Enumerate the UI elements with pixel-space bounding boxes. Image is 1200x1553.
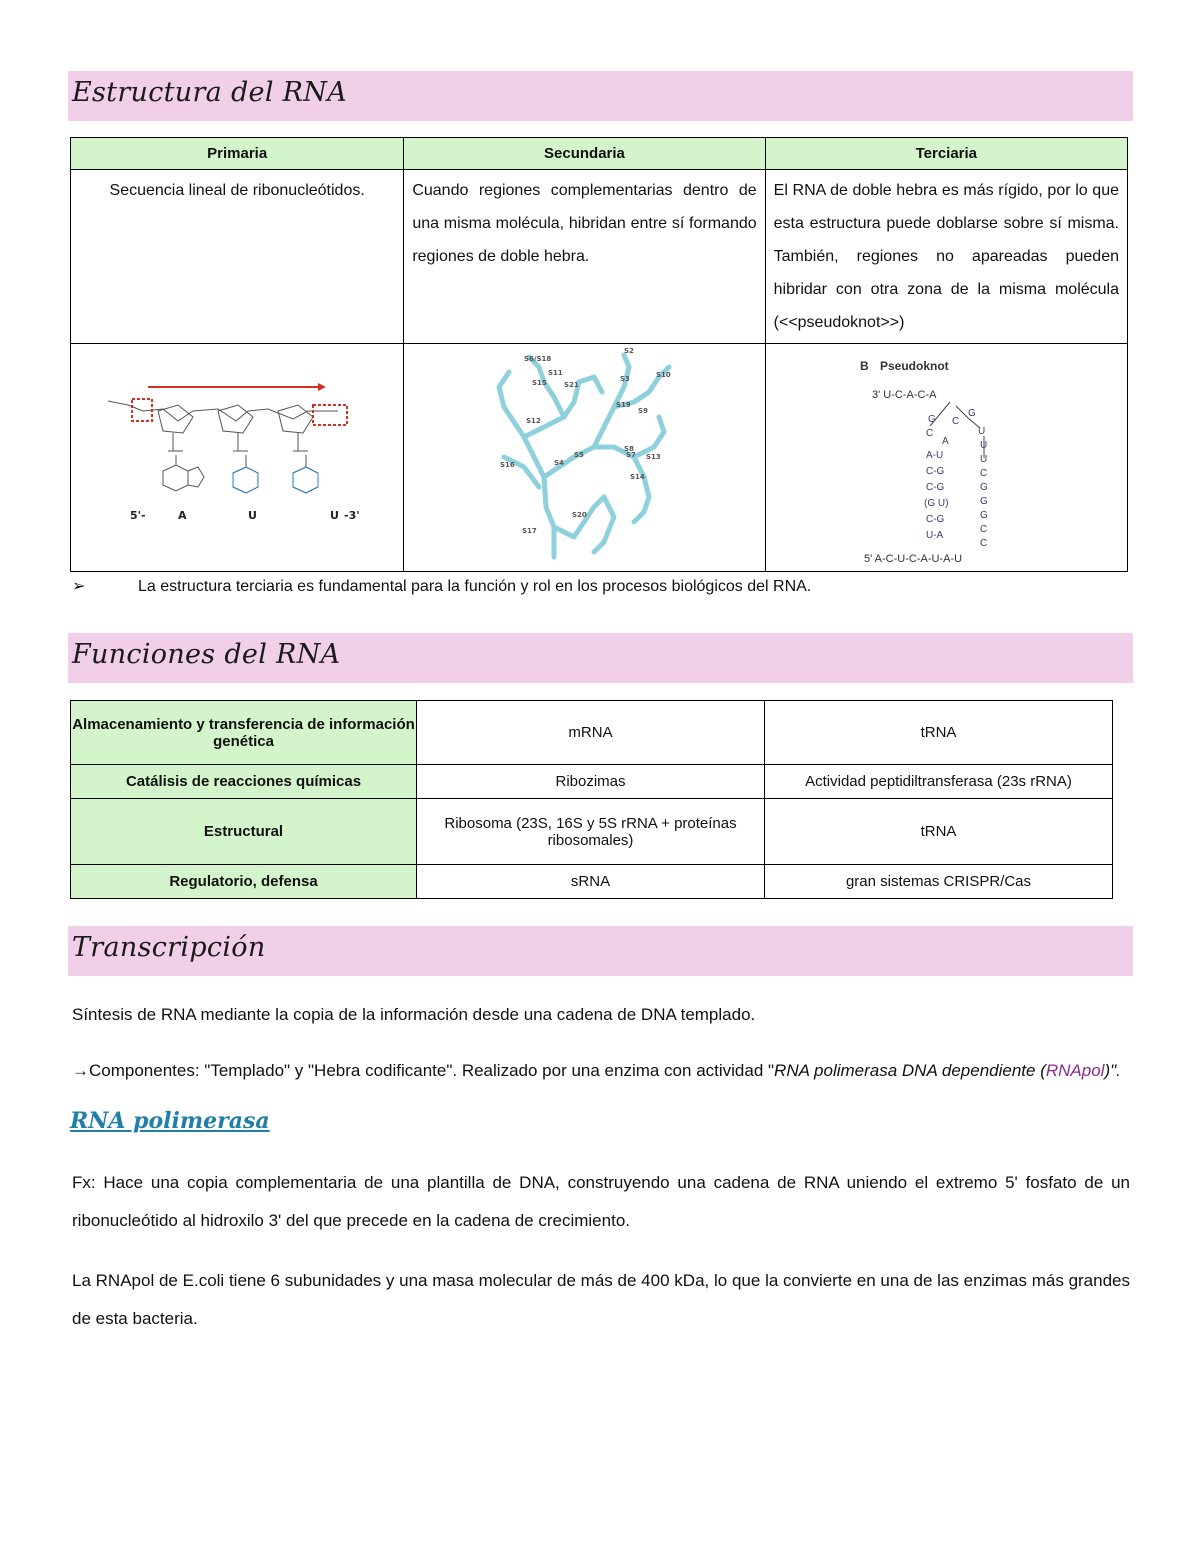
section-title: Estructura del RNA: [72, 77, 347, 108]
table-row: [71, 701, 1113, 765]
loop-pair-0: C: [925, 427, 933, 439]
function-value-a: sRNA: [417, 865, 765, 899]
section-title: Transcripción: [72, 932, 266, 963]
s-label: S19: [616, 400, 632, 409]
s-label: S5: [574, 450, 585, 459]
pseudoknot-letter: B: [859, 358, 869, 373]
s-label: S7: [626, 450, 637, 459]
stem-pair-3: (G U): [923, 497, 949, 509]
header-secondary: Secundaria: [404, 138, 765, 170]
function-label: Regulatorio, defensa: [71, 865, 417, 899]
rna-polimerasa-heading: RNA polimerasa: [70, 1108, 270, 1134]
s-label: S16: [500, 460, 516, 469]
primary-description: Secuencia lineal de ribonucleótidos.: [71, 170, 404, 344]
pseudoknot-bottom-strand: 5' A-C-U-C-A-U-A-U: [863, 552, 962, 565]
right-strand-4: G: [979, 495, 988, 507]
loop-top-0: G: [927, 413, 936, 425]
stem-pair-4: C-G: [925, 513, 944, 525]
p2-start: →Componentes: "Templado" y "Hebra codificante". Realizado por una enzima con actividad ": [72, 1061, 775, 1080]
s-label: S15: [532, 378, 548, 387]
pseudoknot-top-strand: 3' U-C-A-C-A: [871, 388, 937, 401]
loop-top-1: C: [951, 415, 959, 427]
right-strand-1: U: [979, 453, 987, 465]
header-tertiary: Terciaria: [765, 138, 1127, 170]
transcription-paragraph-4: La RNApol de E.coli tiene 6 subunidades y una masa molecular de más de 400 kDa, lo que la convierte en una de las enzimas más grandes de esta bacteria.: [72, 1271, 1130, 1328]
function-value-a: mRNA: [417, 701, 765, 765]
s-label: S6/S18: [524, 354, 552, 363]
s-label: S20: [572, 510, 588, 519]
section-heading-transcription: [68, 926, 1133, 976]
transcription-paragraph-1: Síntesis de RNA mediante la copia de la información desde una cadena de DNA templado.: [72, 1005, 756, 1024]
primary-structure-cell: [71, 344, 404, 572]
s-label: S8: [624, 444, 635, 453]
stem-pair-5: U-A: [925, 529, 943, 541]
table-image-row: [71, 344, 1128, 572]
tertiary-structure-cell: [765, 344, 1127, 572]
s-label: S2: [624, 346, 635, 355]
table-row: [71, 865, 1113, 899]
right-strand-6: C: [979, 523, 987, 535]
primary-label-u1: U: [248, 508, 258, 522]
bullet-text: La estructura terciaria es fundamental para la función y rol en los procesos biológicos del RNA.: [138, 578, 812, 595]
secondary-description: Cuando regiones complementarias dentro de una misma molécula, hibridan entre sí formando regiones de doble hebra.: [404, 170, 765, 344]
arrow-bullet-icon: ➢: [72, 578, 86, 595]
primary-label-u2: U: [330, 508, 340, 522]
function-value-a: Ribosoma (23S, 16S y 5S rRNA + proteínas ribosomales): [417, 799, 765, 865]
primary-label-3prime: -3': [344, 508, 360, 522]
right-strand-0: U: [979, 439, 987, 451]
functions-table: [70, 700, 1113, 899]
primary-structure-diagram: [98, 381, 376, 531]
right-strand-7: C: [979, 537, 987, 549]
loop-pair-1: A: [941, 435, 949, 447]
table-row: [71, 765, 1113, 799]
right-strand-5: G: [979, 509, 988, 521]
function-value-a: Ribozimas: [417, 765, 765, 799]
s-label: S17: [522, 526, 538, 535]
section-title: Funciones del RNA: [72, 639, 341, 670]
function-value-b: gran sistemas CRISPR/Cas: [765, 865, 1113, 899]
s-label: S3: [620, 374, 631, 383]
loop-top-2: G: [967, 407, 976, 419]
loop-pair-2: U: [977, 425, 985, 437]
s-label: S21: [564, 380, 580, 389]
pseudoknot-title: Pseudoknot: [879, 358, 949, 373]
function-value-b: tRNA: [765, 701, 1113, 765]
table-row: [71, 799, 1113, 865]
s-label: S13: [646, 452, 662, 461]
s-label: S11: [548, 368, 564, 377]
s-label: S12: [526, 416, 542, 425]
header-primary: Primaria: [71, 138, 404, 170]
right-strand-3: G: [979, 481, 988, 493]
stem-pair-0: A-U: [925, 449, 943, 461]
function-value-b: Actividad peptidiltransferasa (23s rRNA): [765, 765, 1113, 799]
table-text-row: [71, 170, 1128, 344]
table-header-row: [71, 138, 1128, 170]
function-label: Catálisis de reacciones químicas: [71, 765, 417, 799]
p2-end: )".: [1104, 1061, 1121, 1080]
p2-purple: RNApol: [1045, 1061, 1105, 1080]
primary-label-a: A: [178, 508, 187, 522]
stem-pair-2: C-G: [925, 481, 944, 493]
secondary-structure-cell: [404, 344, 765, 572]
s-label: S10: [656, 370, 672, 379]
function-value-b: tRNA: [765, 799, 1113, 865]
stem-pair-1: C-G: [925, 465, 944, 477]
s-label: S14: [630, 472, 646, 481]
right-strand-2: C: [979, 467, 987, 479]
structure-table: [70, 137, 1128, 572]
primary-label-5prime: 5'-: [130, 508, 146, 522]
secondary-structure-diagram: [484, 347, 684, 565]
bullet-note: [72, 576, 811, 596]
transcription-paragraph-3: Fx: Hace una copia complementaria de una plantilla de DNA, construyendo una cadena de RNA uniendo el extremo 5' fosfato de un ribonucleótido al hidroxilo 3' del que precede en la cadena de crecimiento.: [72, 1173, 1130, 1230]
pseudoknot-diagram: [768, 348, 1014, 568]
function-label: Almacenamiento y transferencia de información genética: [71, 701, 417, 765]
tertiary-description: El RNA de doble hebra es más rígido, por lo que esta estructura puede doblarse sobre sí misma. También, regiones no apareadas pueden hibridar con otra zona de la misma molécula (<<pseudoknot>>): [765, 170, 1127, 344]
function-label: Estructural: [71, 799, 417, 865]
p2-italic: RNA polimerasa DNA dependiente (: [774, 1061, 1046, 1080]
s-label: S9: [638, 406, 649, 415]
transcription-paragraph-2: [72, 1052, 1130, 1090]
section-heading-functions: [68, 633, 1133, 683]
section-heading-structure: [68, 71, 1133, 121]
s-label: S4: [554, 458, 565, 467]
